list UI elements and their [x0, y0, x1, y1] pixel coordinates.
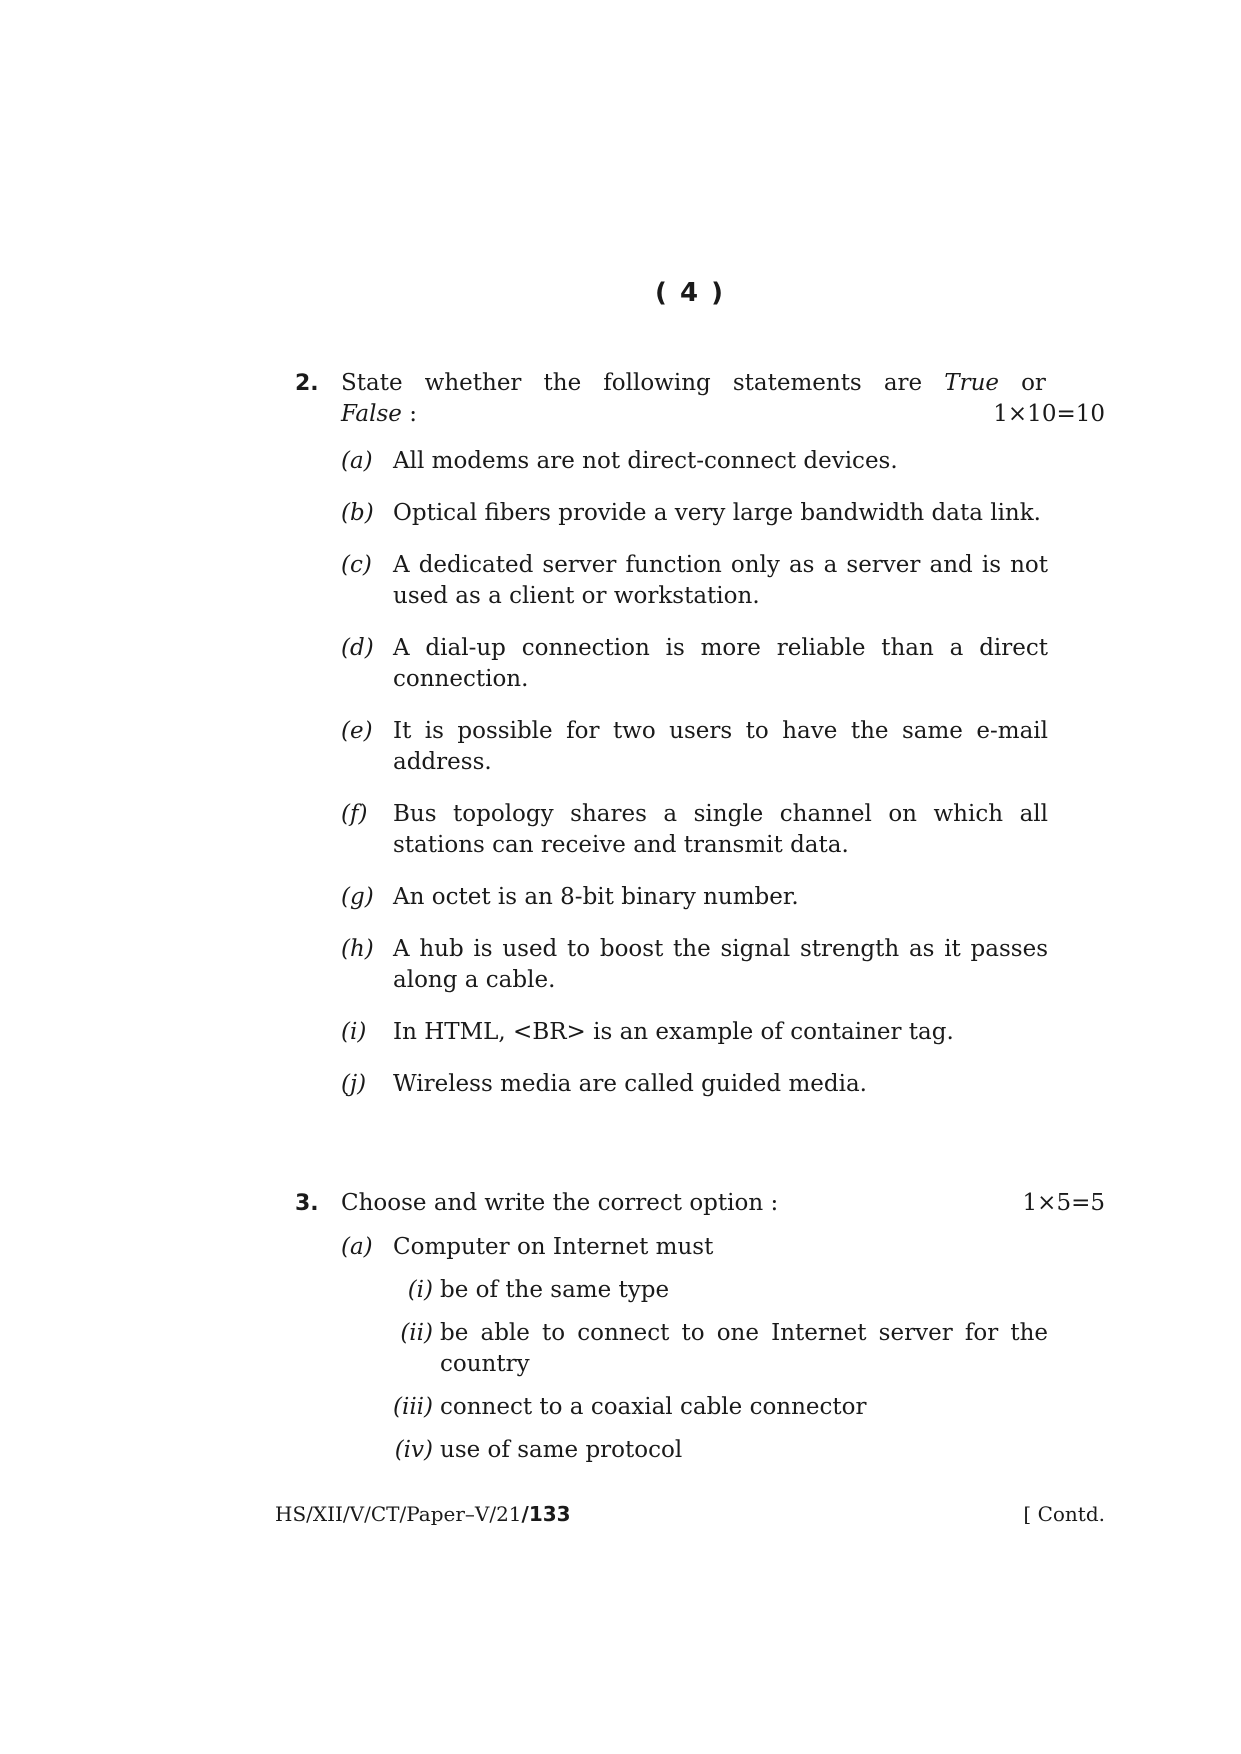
option-list	[341, 1232, 1105, 1466]
list-item	[341, 550, 1048, 612]
option-label: (ii)	[400, 1320, 433, 1346]
item-label: (f)	[341, 801, 368, 827]
list-item	[341, 934, 1048, 996]
item-text: An octet is an 8-bit binary number.	[393, 884, 799, 910]
stem-text: Choose and write the correct option :	[341, 1190, 779, 1216]
option-item	[341, 1318, 1048, 1380]
stem-word: statements	[732, 370, 862, 396]
paper-code-number: /133	[521, 1502, 571, 1526]
stem-line-1	[341, 368, 1046, 399]
item-text: A dial-up connection is more reliable than a direct connection.	[393, 635, 1048, 692]
question-number: 3.	[295, 1191, 319, 1216]
item-label: (j)	[341, 1071, 367, 1097]
item-text: It is possible for two users to have the same e-mail address.	[393, 718, 1048, 775]
stem-word: whether	[424, 370, 522, 396]
marks: 1×5=5	[1022, 1190, 1105, 1216]
stem-word-false: False	[341, 401, 402, 427]
item-label: (c)	[341, 552, 372, 578]
item-label: (b)	[341, 500, 374, 526]
list-item	[341, 716, 1048, 778]
stem-word: or	[1021, 370, 1046, 396]
option-label: (i)	[407, 1277, 433, 1303]
list-item	[341, 799, 1048, 861]
stem-word: following	[603, 370, 711, 396]
stem-word: State	[341, 370, 403, 396]
list-item	[341, 446, 1048, 477]
list-item	[341, 1017, 1048, 1048]
list-item	[341, 1232, 1048, 1263]
item-text: Optical fibers provide a very large bandwidth data link.	[393, 500, 1041, 526]
stem-word-true: True	[944, 370, 999, 396]
option-item	[341, 1275, 1048, 1306]
item-text: A hub is used to boost the signal strength as it passes along a cable.	[393, 936, 1048, 993]
option-text: be able to connect to one Internet server for the country	[440, 1320, 1048, 1377]
item-label: (a)	[341, 1234, 373, 1260]
item-text: All modems are not direct-connect devices.	[393, 448, 898, 474]
stem-word: are	[883, 370, 923, 396]
list-item	[341, 633, 1048, 695]
item-label: (h)	[341, 936, 374, 962]
item-label: (a)	[341, 448, 373, 474]
option-item	[341, 1435, 1048, 1466]
item-text: In HTML, <BR> is an example of container tag.	[393, 1019, 954, 1045]
item-label: (e)	[341, 718, 373, 744]
question-stem	[341, 1188, 1105, 1219]
list-item	[341, 498, 1048, 529]
item-text: Bus topology shares a single channel on which all stations can receive and transmit data.	[393, 801, 1048, 858]
contd-label: [ Contd.	[1023, 1502, 1105, 1526]
question-3	[295, 1188, 1105, 1466]
item-label: (i)	[341, 1019, 367, 1045]
question-2	[295, 368, 1105, 1100]
stem-word: the	[543, 370, 582, 396]
question-stem	[341, 368, 1105, 430]
item-text: Wireless media are called guided media.	[393, 1071, 867, 1097]
page-footer	[275, 1502, 1105, 1526]
paper-code-text: HS/XII/V/CT/Paper–V/21	[275, 1502, 522, 1526]
list-item	[341, 882, 1048, 913]
question-number: 2.	[295, 371, 319, 396]
option-text: be of the same type	[440, 1277, 670, 1303]
option-label: (iv)	[394, 1437, 433, 1463]
page-number: ( 4 )	[655, 278, 725, 308]
stem-line-2	[341, 399, 1105, 430]
stem-line	[341, 1188, 1105, 1219]
item-text: Computer on Internet must	[393, 1234, 714, 1260]
option-item	[341, 1392, 1048, 1423]
option-text: connect to a coaxial cable connector	[440, 1394, 867, 1420]
option-text: use of same protocol	[440, 1437, 683, 1463]
marks: 1×10=10	[993, 401, 1105, 427]
paper-code	[275, 1502, 571, 1526]
stem-colon: :	[409, 401, 417, 427]
option-label: (iii)	[392, 1394, 433, 1420]
list-item	[341, 1069, 1048, 1100]
item-label: (g)	[341, 884, 374, 910]
statement-list	[341, 446, 1105, 1100]
item-label: (d)	[341, 635, 374, 661]
item-text: A dedicated server function only as a server and is not used as a client or workstation.	[393, 552, 1048, 609]
